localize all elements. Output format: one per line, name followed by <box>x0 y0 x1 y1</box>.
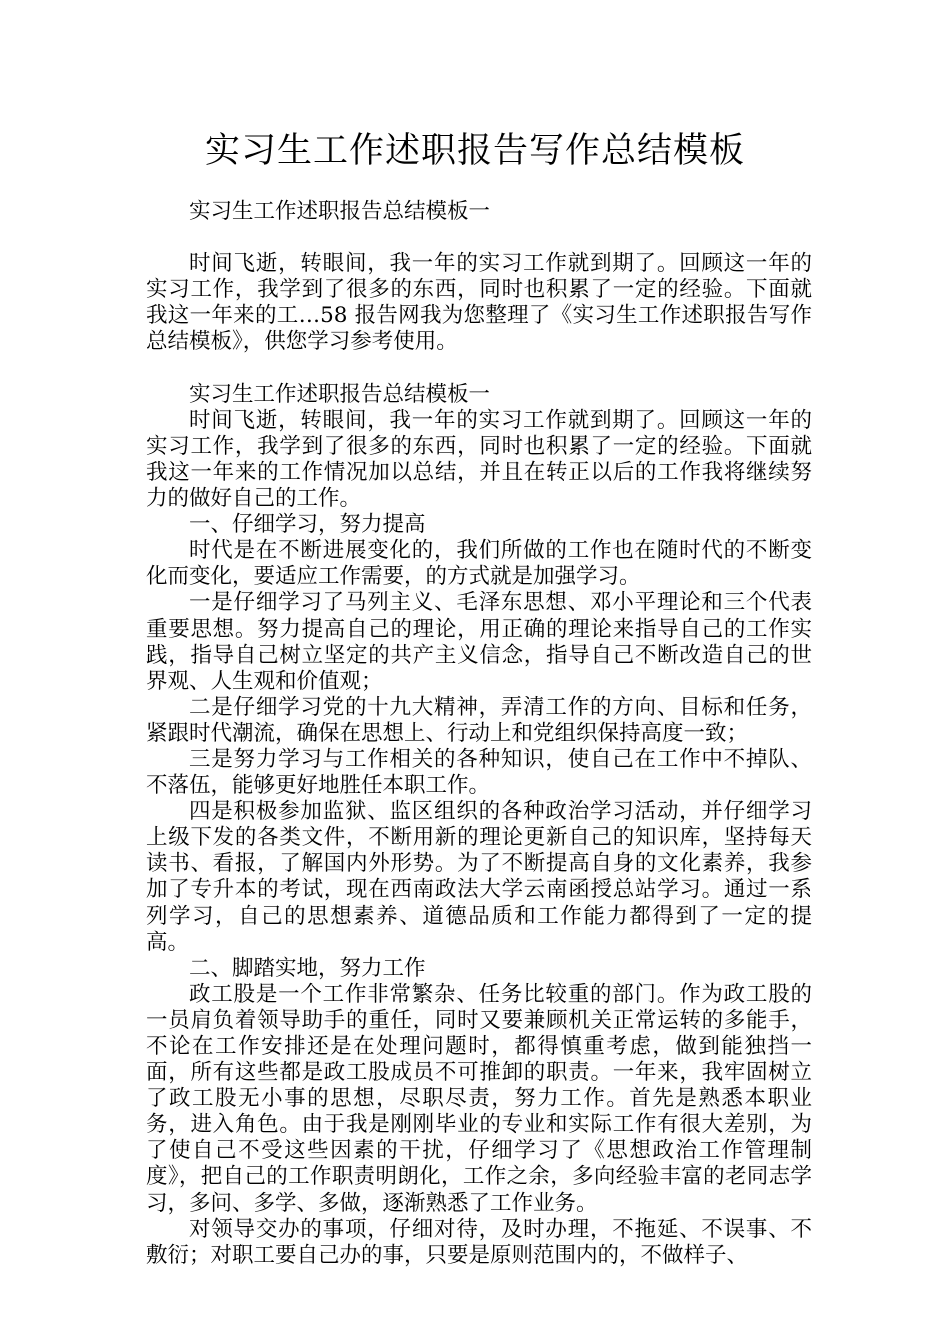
body-paragraph: 二是仔细学习党的十九大精神，弄清工作的方向、目标和任务，紧跟时代潮流，确保在思想上、行动上和党组织保持高度一致； <box>146 694 812 746</box>
body-paragraph: 政工股是一个工作非常繁杂、任务比较重的部门。作为政工股的一员肩负着领导助手的重任，同时又要兼顾机关正常运转的多能手，不论在工作安排还是在处理问题时，都得慎重考虑，做到能独挡一面，所有这些都是政工股成员不可推卸的职责。一年来，我牢固树立了政工股无小事的思想，尽职尽责，努力工作。首先是熟悉本职业务，进入角色。由于我是刚刚毕业的专业和实际工作有很大差别，为了使自己不受这些因素的干扰，仔细学习了《思想政治工作管理制度》，把自己的工作职责明朗化，工作之余，多向经验丰富的老同志学习，多问、多学、多做，逐渐熟悉了工作业务。 <box>146 981 812 1216</box>
subsection-heading: 一、仔细学习，努力提高 <box>189 512 426 538</box>
document-title: 实习生工作述职报告写作总结模板 <box>204 131 745 171</box>
blank-line <box>146 356 812 382</box>
body-paragraph: 四是积极参加监狱、监区组织的各种政治学习活动，并仔细学习上级下发的各类文件，不断用新的理论更新自己的知识库，坚持每天读书、看报，了解国内外形势。为了不断提高自身的文化素养，我参加了专升本的考试，现在西南政法大学云南函授总站学习。通过一系列学习，自己的思想素养、道德品质和工作能力都得到了一定的提高。 <box>146 799 812 955</box>
body-paragraph: 三是努力学习与工作相关的各种知识，使自己在工作中不掉队、不落伍，能够更好地胜任本职工作。 <box>146 746 812 799</box>
body-paragraph: 时代是在不断进展变化的，我们所做的工作也在随时代的不断变化而变化，要适应工作需要，的方式就是加强学习。 <box>146 538 812 590</box>
document-body <box>146 199 812 1269</box>
blank-line <box>146 225 812 251</box>
body-paragraph: 一是仔细学习了马列主义、毛泽东思想、邓小平理论和三个代表重要思想。努力提高自己的理论，用正确的理论来指导自己的工作实践，指导自己树立坚定的共产主义信念，指导自己不断改造自己的世界观、人生观和价值观； <box>146 590 812 694</box>
intro-paragraph: 时间飞逝，转眼间，我一年的实习工作就到期了。回顾这一年的实习工作，我学到了很多的东西，同时也积累了一定的经验。下面就我这一年来的工…58 报告网我为您整理了《实习生工作述职报告写作总结模板》，供您学习参考使用。 <box>146 251 812 355</box>
section-heading: 实习生工作述职报告总结模板一 <box>189 381 491 407</box>
section-heading: 实习生工作述职报告总结模板一 <box>189 199 491 224</box>
subsection-heading: 二、脚踏实地，努力工作 <box>189 955 426 981</box>
body-paragraph: 时间飞逝，转眼间，我一年的实习工作就到期了。回顾这一年的实习工作，我学到了很多的东西，同时也积累了一定的经验。下面就我这一年来的工作情况加以总结，并且在转正以后的工作我将继续努力的做好自己的工作。 <box>146 407 812 512</box>
body-paragraph: 对领导交办的事项，仔细对待，及时办理，不拖延、不误事、不敷衍；对职工要自己办的事，只要是原则范围内的，不做样子、 <box>146 1216 812 1268</box>
